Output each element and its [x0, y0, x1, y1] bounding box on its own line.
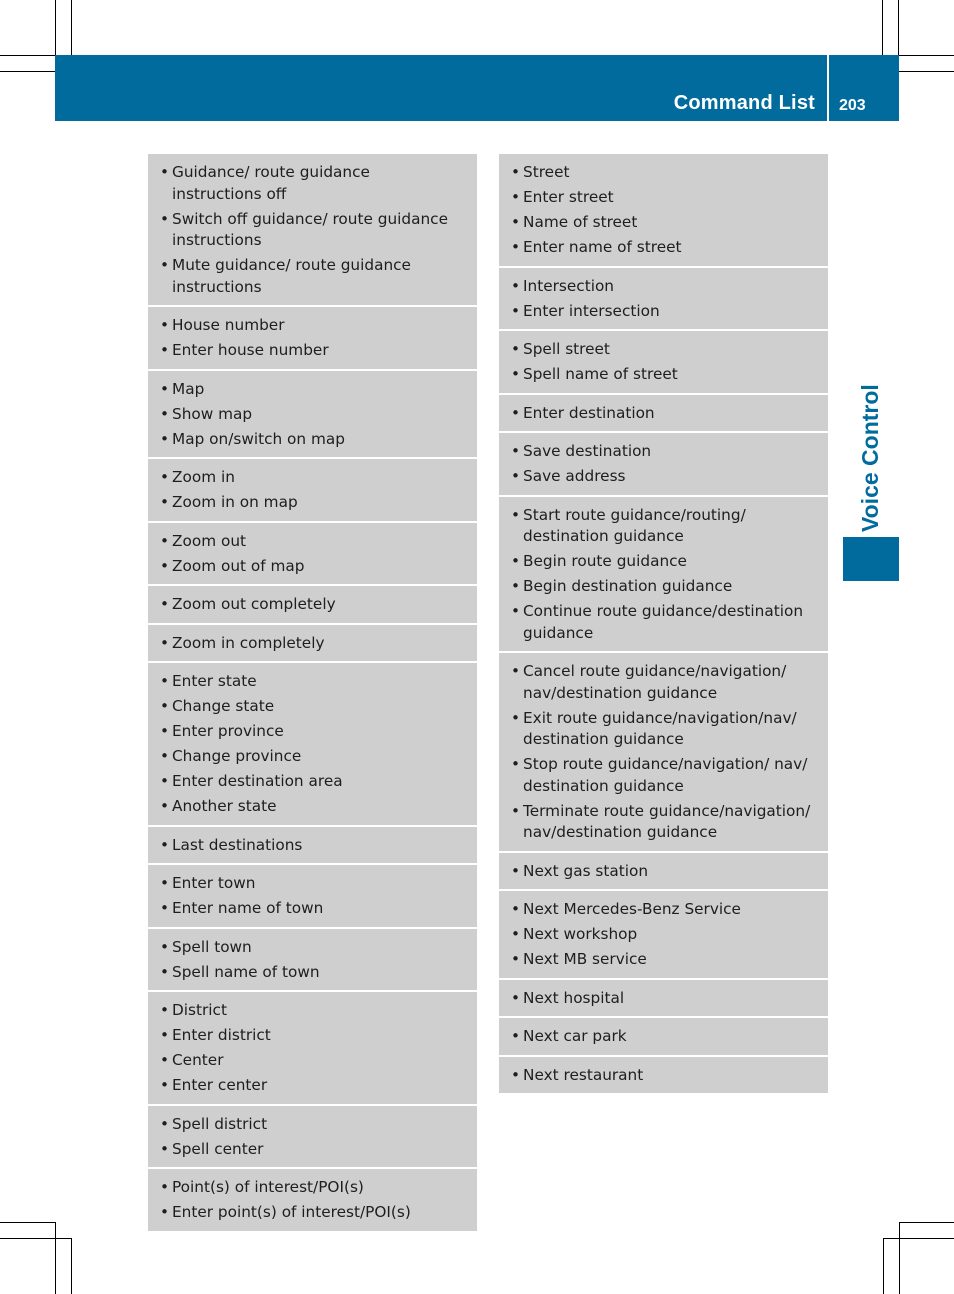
command-item: • Enter district [160, 1025, 463, 1047]
command-item: • Guidance/ route guidance instructions off [160, 162, 463, 205]
command-group [499, 331, 828, 395]
command-item: • Zoom out completely [160, 594, 463, 616]
command-group [148, 586, 477, 625]
crop-mark [0, 71, 55, 72]
command-item: • Enter destination area [160, 771, 463, 793]
command-group [499, 433, 828, 497]
command-item: • Switch off guidance/ route guidance instructions [160, 209, 463, 252]
command-group [499, 1018, 828, 1057]
command-item: • Zoom in [160, 467, 463, 489]
command-item: • Enter name of street [511, 237, 814, 259]
command-item: • Spell center [160, 1139, 463, 1161]
command-item: • Street [511, 162, 814, 184]
command-item: • Zoom in completely [160, 633, 463, 655]
command-item: • Map on/switch on map [160, 429, 463, 451]
section-tab-marker [843, 537, 899, 581]
crop-mark [0, 1222, 55, 1223]
command-group [499, 154, 828, 268]
command-item: • Enter destination [511, 403, 814, 425]
command-table-right [499, 154, 828, 1093]
crop-mark [899, 1222, 954, 1223]
command-item: • Enter province [160, 721, 463, 743]
command-group [499, 268, 828, 332]
command-group [499, 653, 828, 853]
command-item: • Name of street [511, 212, 814, 234]
command-item: • Enter house number [160, 340, 463, 362]
command-item: • Save address [511, 466, 814, 488]
command-item: • Enter state [160, 671, 463, 693]
command-group [499, 980, 828, 1019]
command-item: • Enter town [160, 873, 463, 895]
command-item: • Change state [160, 696, 463, 718]
command-group [148, 625, 477, 664]
command-group [148, 865, 477, 929]
crop-mark [898, 0, 899, 55]
command-item: • Mute guidance/ route guidance instructions [160, 255, 463, 298]
command-item: • Intersection [511, 276, 814, 298]
page-title: Command List [673, 92, 815, 114]
header-bar [55, 55, 899, 121]
command-item: • Zoom in on map [160, 492, 463, 514]
command-group [499, 853, 828, 892]
command-group [148, 992, 477, 1106]
command-group [148, 523, 477, 587]
command-item: • Another state [160, 796, 463, 818]
crop-mark [883, 1238, 954, 1239]
page-number: 203 [839, 97, 866, 114]
command-group [148, 827, 477, 866]
command-item: • House number [160, 315, 463, 337]
command-group [148, 663, 477, 827]
command-item: • Next restaurant [511, 1065, 814, 1087]
command-group [148, 154, 477, 307]
command-group [148, 929, 477, 993]
command-item: • Zoom out [160, 531, 463, 553]
command-group [499, 1057, 828, 1094]
crop-mark [899, 55, 954, 56]
command-item: • Spell district [160, 1114, 463, 1136]
command-group [148, 1169, 477, 1231]
section-tab-label: Voice Control [857, 384, 883, 532]
command-item: • Spell street [511, 339, 814, 361]
crop-mark [882, 0, 883, 55]
command-item: • District [160, 1000, 463, 1022]
command-group [499, 891, 828, 980]
crop-mark [0, 1238, 71, 1239]
command-group [148, 459, 477, 523]
crop-mark [899, 71, 954, 72]
command-item: • Spell name of street [511, 364, 814, 386]
crop-mark [899, 1222, 900, 1294]
command-item: • Center [160, 1050, 463, 1072]
command-group [499, 395, 828, 434]
command-item: • Save destination [511, 441, 814, 463]
command-item: • Begin destination guidance [511, 576, 814, 598]
command-item: • Exit route guidance/navigation/nav/ destination guidance [511, 708, 814, 751]
command-item: • Enter center [160, 1075, 463, 1097]
command-item: • Enter street [511, 187, 814, 209]
header-divider [827, 55, 829, 121]
crop-mark [71, 1238, 72, 1294]
command-item: • Change province [160, 746, 463, 768]
command-item: • Show map [160, 404, 463, 426]
command-item: • Point(s) of interest/POI(s) [160, 1177, 463, 1199]
command-item: • Next Mercedes-Benz Service [511, 899, 814, 921]
command-item: • Next workshop [511, 924, 814, 946]
command-item: • Next car park [511, 1026, 814, 1048]
command-item: • Terminate route guidance/navigation/ nav/destination guidance [511, 801, 814, 844]
command-item: • Map [160, 379, 463, 401]
command-item: • Next hospital [511, 988, 814, 1010]
crop-mark [0, 55, 55, 56]
command-item: • Zoom out of map [160, 556, 463, 578]
crop-mark [55, 1222, 56, 1294]
crop-mark [71, 0, 72, 55]
crop-mark [883, 1238, 884, 1294]
command-item: • Next MB service [511, 949, 814, 971]
command-group [148, 307, 477, 371]
command-item: • Last destinations [160, 835, 463, 857]
command-group [499, 497, 828, 654]
crop-mark [55, 0, 56, 55]
command-group [148, 1106, 477, 1170]
command-item: • Enter name of town [160, 898, 463, 920]
command-item: • Start route guidance/routing/ destination guidance [511, 505, 814, 548]
command-item: • Next gas station [511, 861, 814, 883]
command-item: • Enter point(s) of interest/POI(s) [160, 1202, 463, 1224]
command-item: • Enter intersection [511, 301, 814, 323]
command-item: • Begin route guidance [511, 551, 814, 573]
command-item: • Continue route guidance/destination guidance [511, 601, 814, 644]
command-item: • Cancel route guidance/navigation/ nav/destination guidance [511, 661, 814, 704]
command-table-left [148, 154, 477, 1231]
command-group [148, 371, 477, 460]
command-item: • Stop route guidance/navigation/ nav/ destination guidance [511, 754, 814, 797]
command-item: • Spell town [160, 937, 463, 959]
command-item: • Spell name of town [160, 962, 463, 984]
